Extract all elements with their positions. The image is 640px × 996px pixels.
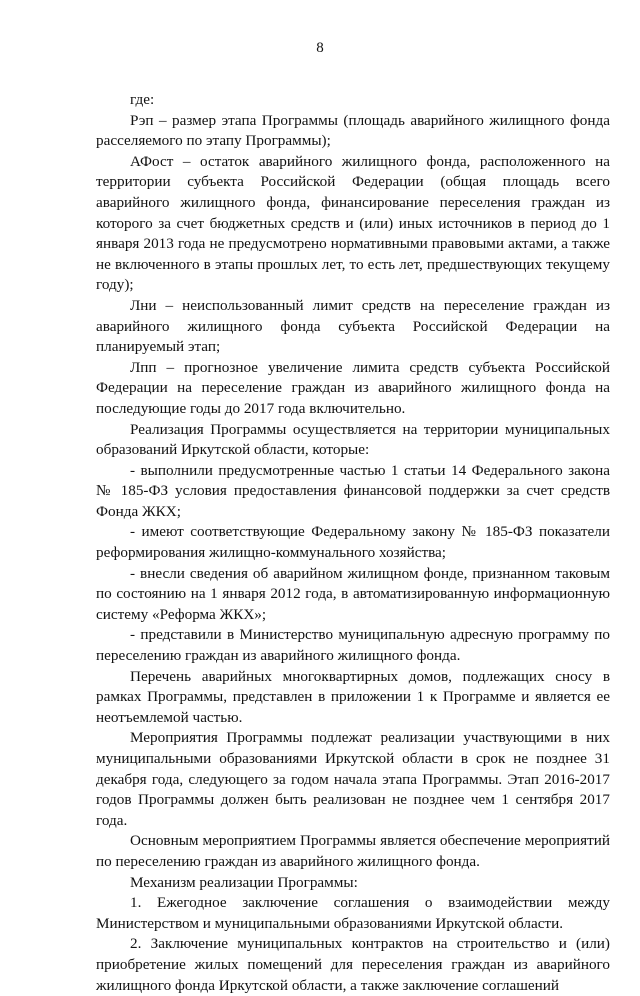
paragraph-mechanism-item-1: 1. Ежегодное заключение соглашения о взаимодействии между Министерством и муниципальными образованиями Иркутской области. <box>96 894 610 932</box>
paragraph-lni-definition: Лни – неиспользованный лимит средств на переселение граждан из аварийного жилищного фонда субъекта Российской Федерации на планируемый этап; <box>96 296 610 356</box>
paragraph-main-activity: Основным мероприятием Программы является обеспечение мероприятий по переселению граждан из аварийного жилищного фонда. <box>96 832 610 870</box>
paragraph-implementation: Реализация Программы осуществляется на территории муниципальных образований Иркутской области, которые: <box>96 420 610 459</box>
paragraph-mechanism-heading: Механизм реализации Программы: <box>130 873 358 891</box>
paragraph-rep-definition: Рэп – размер этапа Программы (площадь аварийного жилищного фонда расселяемого по этапу Программы); <box>96 111 610 150</box>
document-body <box>96 90 610 996</box>
list-item-indicators: - имеют соответствующие Федеральному закону № 185-ФЗ показатели реформирования жилищно-коммунального хозяйства; <box>96 523 610 562</box>
paragraph-where: где: <box>130 91 155 108</box>
list-item-conditions: - выполнили предусмотренные частью 1 статьи 14 Федерального закона № 185-ФЗ условия предоставления финансовой поддержки за счет средств Фонда ЖКХ; <box>96 461 610 520</box>
paragraph-deadlines: Мероприятия Программы подлежат реализации участвующими в них муниципальными образованиями Иркутской области в срок не позднее 31 декабря года, следующего за годом начала этапа Программы. Этап 2016-2017 годов Программы должен быть реализован не позднее чем 1 сентября 2017 года. <box>96 729 610 829</box>
paragraph-afost-definition: АФост – остаток аварийного жилищного фонда, расположенного на территории субъекта Российской Федерации (общая площадь всего аварийного жилищного фонда, финансирование переселения граждан из которого за счет бюджетных средств и (или) иных источников в период до 1 января 2013 года не предусмотрено нормативными правовыми актами, а также не включенного в этапы прошлых лет, то есть лет, предшествующих текущему году); <box>96 152 610 294</box>
paragraph-mechanism-item-2: 2. Заключение муниципальных контрактов на строительство и (или) приобретение жилых помещений для переселения граждан из аварийного жилищного фонда Иркутской области, а также заключение соглашений <box>96 935 610 994</box>
page-number: 8 <box>316 40 324 56</box>
list-item-address-program: - представили в Министерство муниципальную адресную программу по переселению граждан из аварийного жилищного фонда. <box>96 626 610 665</box>
list-item-reform-system: - внесли сведения об аварийном жилищном фонде, признанном таковым по состоянию на 1 января 2012 года, в автоматизированную информационную систему «Реформа ЖКХ»; <box>96 564 610 623</box>
paragraph-houses-list: Перечень аварийных многоквартирных домов, подлежащих сносу в рамках Программы, представлен в приложении 1 к Программе и является ее неотъемлемой частью. <box>96 667 610 726</box>
paragraph-lpp-definition: Лпп – прогнозное увеличение лимита средств субъекта Российской Федерации на переселение граждан из аварийного жилищного фонда на последующие годы до 2017 года включительно. <box>96 358 610 417</box>
